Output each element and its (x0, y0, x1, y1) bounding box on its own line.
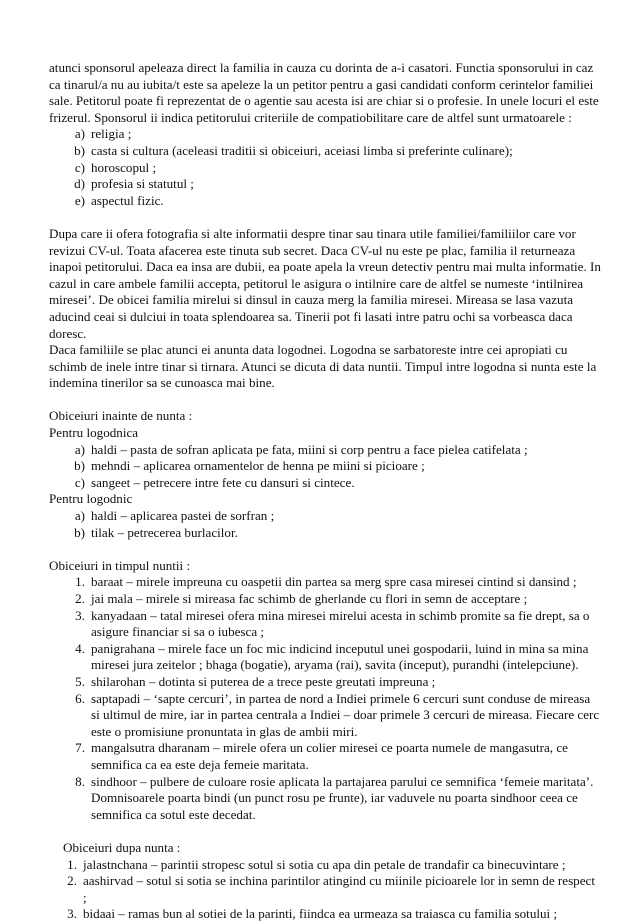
list-item: 1. baraat – mirele impreuna cu oaspetii din partea sa merg spre casa miresei cintind si dansind ; (75, 574, 577, 590)
list-item: 5. shilarohan – dotinta si puterea de a trece peste greutati impreuna ; (75, 673, 436, 689)
list-item: b) tilak – petrecerea burlacilor. (74, 524, 238, 540)
list-item: 4. panigrahana – mirele face un foc mic indicind inceputul unei gospodarii, luind in mina sa mina miresei jura zeitelor ; bhaga (bogatie), aryama (rai), savita (inceput), purandhi (intelepciune). (75, 640, 589, 673)
section-heading-before: Obiceiuri inainte de nunta : (49, 408, 193, 424)
list-item: 3. kanyadaan – tatal miresei ofera mina miresei mirelui acesta in schimb promite sa fie drept, sa o asigure financiar si sa o iubesca ; (75, 607, 590, 640)
after-list (63, 857, 601, 923)
criteria-list (49, 126, 601, 209)
list-item: d) profesia si statutul ; (74, 176, 194, 192)
subheading-bride: Pentru logodnica (49, 425, 139, 441)
list-item: a) religia ; (74, 126, 132, 142)
list-item: b) casta si cultura (aceleasi traditii si obiceiuri, aceiasi limba si preferinte culinare); (74, 142, 513, 158)
paragraph-engagement: Daca familiile se plac atunci ei anunta data logodnei. Logodna se sarbatoreste intre cei apropiati cu schimb de inele intre tinar si tirnara. Atunci se dicuta di data nuntii. Timpul intre logodna si nunta este la indemina tinerilor sa se cunoasca mai bine. (49, 342, 597, 391)
paragraph-photo: Dupa care ii ofera fotografia si alte informatii despre tinar sau tinara utile familiei/familiilor care vor revizui CV-ul. Toata afacerea este tinuta sub secret. Daca CV-ul nu este pe plac, familia il returneaza inapoi petitorului. Daca ea insa are dubii, ea poate apela la vreun detectiv pentru mai multa informatie. In cazul in care ambele familii accepta, petitorul le asigura o intilnire care de altfel se numeste ‘intilnirea miresei’. De obicei familia mirelui si dinsul in cauza merg la familia miresei. Mireasa se lasa vazuta aducind ceai si dulciui in toata splendoarea sa. Tinerii pot fi lasati intre patru ochi sa vorbeasca daca doresc. (49, 225, 601, 341)
section-heading-after: Obiceiuri dupa nunta : (63, 839, 181, 855)
intro-paragraph: atunci sponsorul apeleaza direct la familia in cauza cu dorinta de a-i casatori. Functia sponsorului in caz ca tinarul/a nu au iubita/t este sa apeleze la un petitor pentru a gasi candidati conform cerintelor familiei sale. Petitorul poate fi reprezentat de o agentie sau acesta isi are chiar si o profesie. In unele locuri el este frizerul. Sponsorul ii indica petitorului criteriile de compatiobilitare care de altfel sunt urmatoarele : (49, 60, 599, 125)
list-item: 7. mangalsutra dharanam – mirele ofera un colier miresei ce poarta numele de mangasutra, ce semnifica ca ea este deja femeie maritata. (75, 740, 568, 772)
subheading-groom: Pentru logodnic (49, 491, 133, 507)
list-item: e) aspectul fizic. (74, 192, 164, 208)
list-item: 2. jai mala – mirele si mireasa fac schimb de gherlande cu flori in semn de acceptare ; (75, 591, 528, 606)
list-item: 8. sindhoor – pulbere de culoare rosie aplicata la partajarea parului ce semnifica ‘femeie maritata’. Domnisoarele poarta bindi (un punct rosu pe frunte), iar vaduvele nu poarta sindhoor ceea ce semnifica ca sotul este decedat. (75, 773, 594, 822)
list-item: c) horoscopul ; (74, 159, 157, 175)
list-item: a) haldi – pasta de sofran aplicata pe fata, miini si corp pentru a face pielea catifelata ; (74, 441, 528, 457)
during-list (49, 574, 601, 823)
bride-list (49, 442, 601, 492)
list-item: b) mehndi – aplicarea ornamentelor de henna pe miini si picioare ; (74, 458, 425, 474)
list-item: 6. saptapadi – ‘sapte cercuri’, in partea de nord a Indiei primele 6 cercuri sunt conduse de mireasa si ultimul de mire, iar in partea centrala a Indiei – doar primele 3 cercuri de mireasa. Fiecare cerc este o promisiune pronuntata in glas de ambii miri. (75, 690, 600, 739)
list-item: c) sangeet – petrecere intre fete cu dansuri si cintece. (74, 474, 355, 490)
document-page (49, 60, 601, 923)
section-heading-during: Obiceiuri in timpul nuntii : (49, 557, 191, 573)
groom-list (49, 508, 601, 541)
list-item: 2. aashirvad – sotul si sotia se inchina parintilor atingind cu miinile picioarele lor in semn de respect ; (67, 873, 595, 905)
list-item: a) haldi – aplicarea pastei de sorfran ; (74, 508, 275, 524)
after-section (49, 840, 601, 923)
list-item: 1. jalastnchana – parintii stropesc sotul si sotia cu apa din petale de trandafir ca binecuvintare ; (67, 856, 566, 872)
list-item: 3. bidaai – ramas bun al sotiei de la parinti, fiindca ea urmeaza sa traiasca cu familia sotului ; (67, 906, 558, 922)
